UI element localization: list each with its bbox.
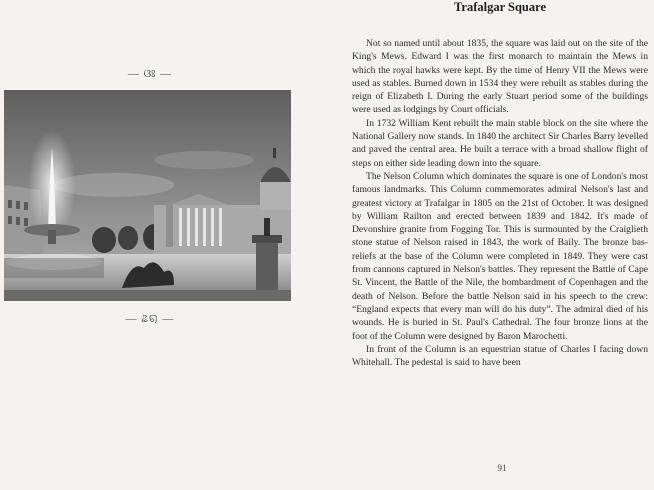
- body-text: [352, 37, 648, 369]
- paragraph: In front of the Column is an equestrian statue of Charles I facing down Whitehall. The pedestal is said to have been: [352, 343, 648, 369]
- paragraph: The Nelson Column which dominates the square is one of London's most famous landmarks. This Column commemorates admiral Nelson's last and greatest victory at Trafalgar in 1805 on the 21st of October. It was designed by William Railton and erected between 1839 and 1842. It's made of Devonshire granite from Fogging Tor. This is surmounted by the Craiglieth stone statue of Nelson raised in 1843, the work of Baily. The bronze bas-reliefs at the base of the Column were completed in 1849. They were cast from cannons captured in Nelson's battles. They represent the Battle of Cape St. Vincent, the Battle of the Nile, the bombardment of Copenhagen and the death of Nelson. Before the battle Nelson said in his speech to the crew: “England expects that every man will do his duty”. The admiral died of his wounds. He is buried in St. Paul's Cathedral. The four bronze lions at the foot of the Column were designed by Baron Marochetti.: [352, 170, 648, 342]
- paragraph: In 1732 William Kent rebuilt the main stable block on the site where the National Gallery now stands. In 1840 the architect Sir Charles Barry levelled and paved the central area. He built a terrace with a broad shallow flight of steps on either side leading down into the square.: [352, 117, 648, 169]
- page-title: Trafalgar Square: [453, 0, 547, 14]
- ornament-bottom: — ଌୠ —: [125, 313, 175, 325]
- paragraph: Not so named until about 1835, the square was laid out on the site of the King's Mews. Edward I was the first monarch to maintain the Mews in which the royal hawks were kept. By the time of Henry VII the Mews were used as stables. Burned down in 1534 they were rebuilt as stables during the reign of Elizabeth I. During the early Stuart period some of the buildings were used as lodgings by Court officials.: [352, 38, 648, 116]
- page-number: 91: [497, 463, 507, 473]
- trafalgar-square-photo: [4, 90, 291, 301]
- right-page: [352, 0, 648, 490]
- ornament-top: — ଓଃ —: [127, 68, 173, 80]
